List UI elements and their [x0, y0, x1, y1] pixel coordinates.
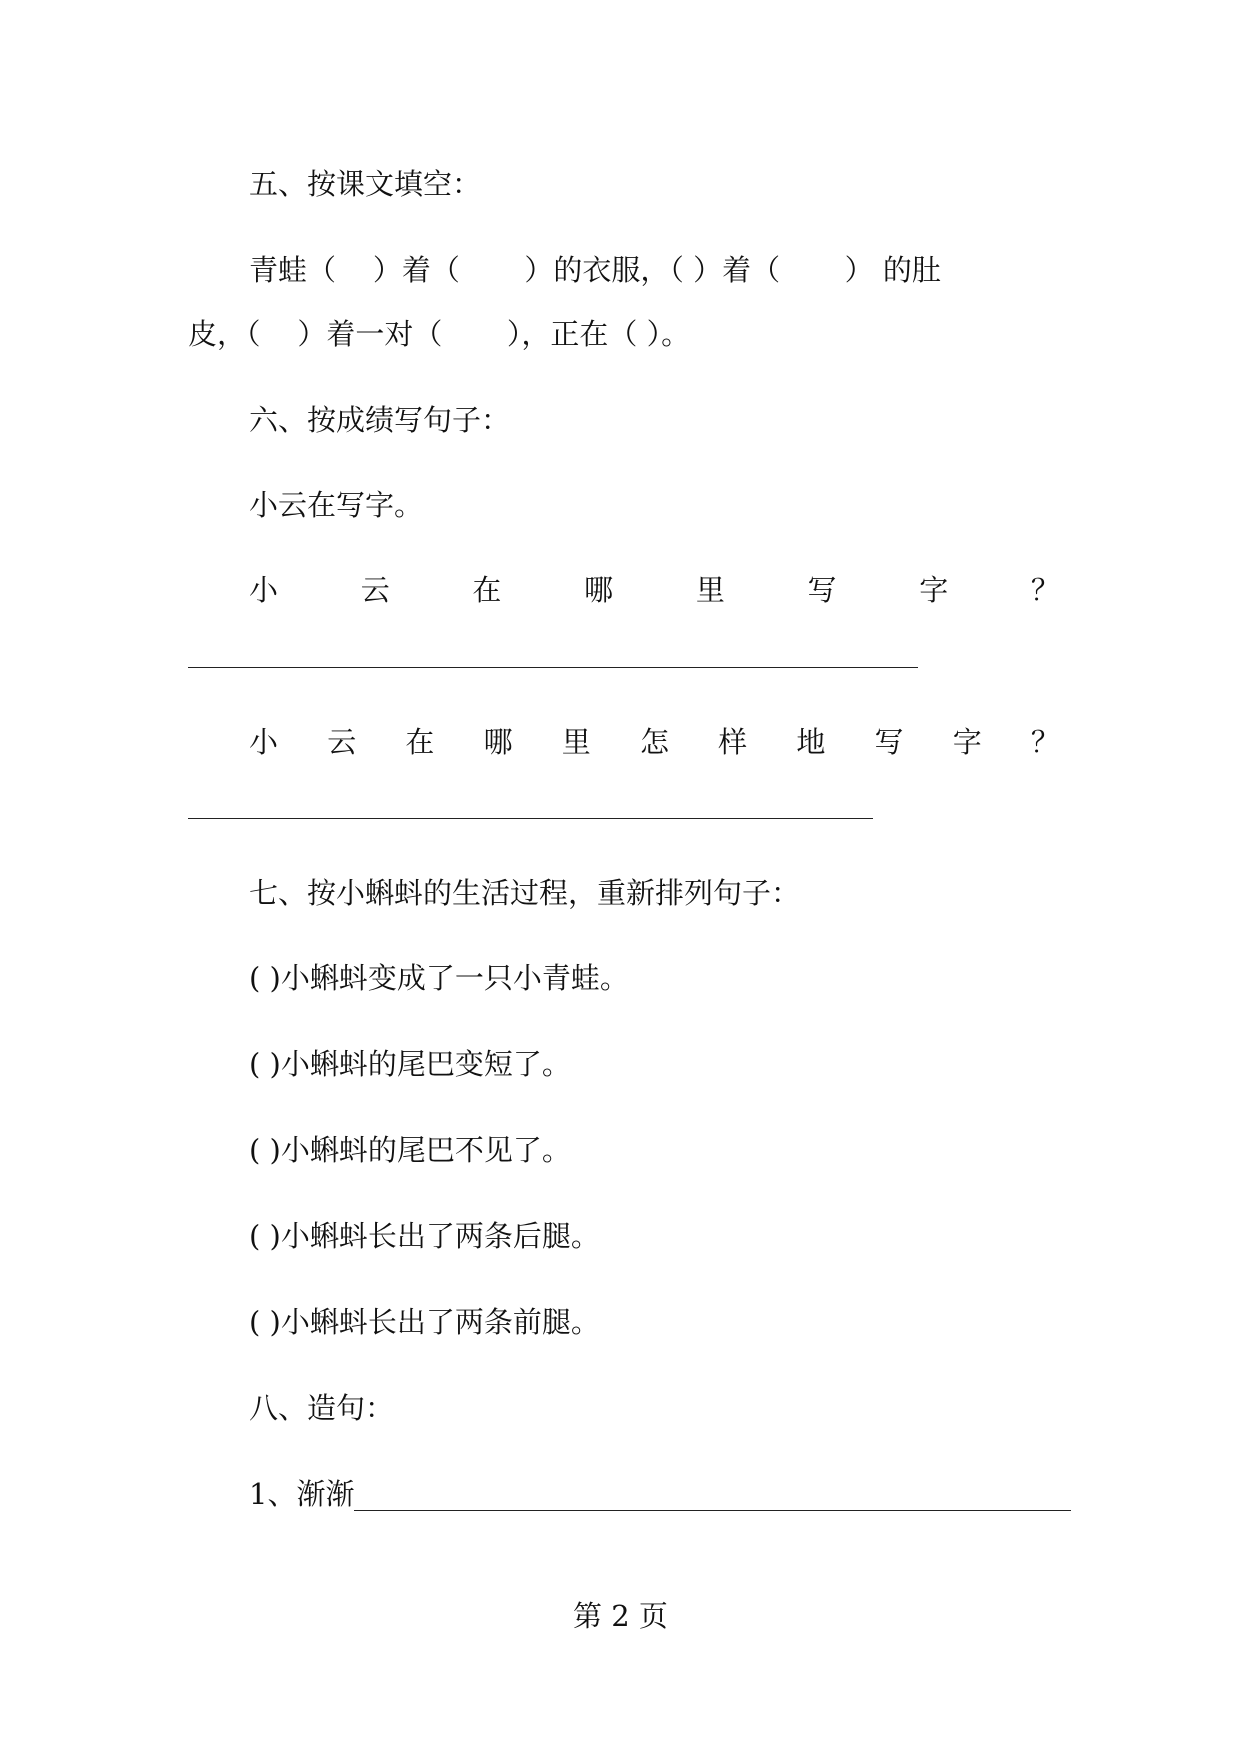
q2-char: 字: [952, 725, 982, 759]
q2-char: 在: [405, 725, 435, 759]
answer-line-1: [188, 667, 918, 668]
q2-char: 样: [718, 725, 748, 759]
section5-heading: 五、按课文填空：: [249, 167, 482, 201]
q2-char: 小: [249, 725, 279, 759]
section5-fill-line-1: 青蛙（ ）着（ ）的衣服，（ ）着（ ） 的肚: [249, 253, 941, 287]
section6-question-2: [249, 722, 1060, 762]
q1-char: 小: [249, 573, 279, 607]
section5-fill-line-2: 皮，（ ）着一对（ ），正在（ ）。: [188, 317, 691, 351]
section6-example: 小云在写字。: [249, 488, 424, 522]
page-number: 第 2 页: [573, 1599, 668, 1633]
section8-item-1: 1、渐渐: [249, 1477, 355, 1511]
section7-item: ( )小蝌蚪的尾巴变短了。: [249, 1047, 571, 1081]
section7-item: ( )小蝌蚪长出了两条前腿。: [249, 1305, 600, 1339]
section7-item: ( )小蝌蚪长出了两条后腿。: [249, 1219, 600, 1253]
q1-char: 字: [919, 573, 949, 607]
section8-heading: 八、造句：: [249, 1391, 395, 1425]
section6-heading: 六、按成绩写句子：: [249, 403, 511, 437]
q2-char: 里: [561, 725, 591, 759]
q1-char: 写: [807, 573, 837, 607]
section7-item: ( )小蝌蚪的尾巴不见了。: [249, 1133, 571, 1167]
q1-char: ？: [1030, 573, 1060, 607]
q2-char: 云: [327, 725, 357, 759]
answer-line-3: [354, 1510, 1071, 1511]
q2-char: 地: [796, 725, 826, 759]
section7-item: ( )小蝌蚪变成了一只小青蛙。: [249, 961, 629, 995]
q2-char: 怎: [639, 725, 669, 759]
q1-char: 云: [360, 573, 390, 607]
q1-char: 里: [695, 573, 725, 607]
section6-question-1: [249, 570, 1060, 610]
q2-char: ？: [1030, 725, 1060, 759]
q2-char: 哪: [483, 725, 513, 759]
q1-char: 在: [472, 573, 502, 607]
q2-char: 写: [874, 725, 904, 759]
answer-line-2: [188, 818, 873, 819]
q1-char: 哪: [584, 573, 614, 607]
section7-heading: 七、按小蝌蚪的生活过程，重新排列句子：: [249, 876, 801, 910]
